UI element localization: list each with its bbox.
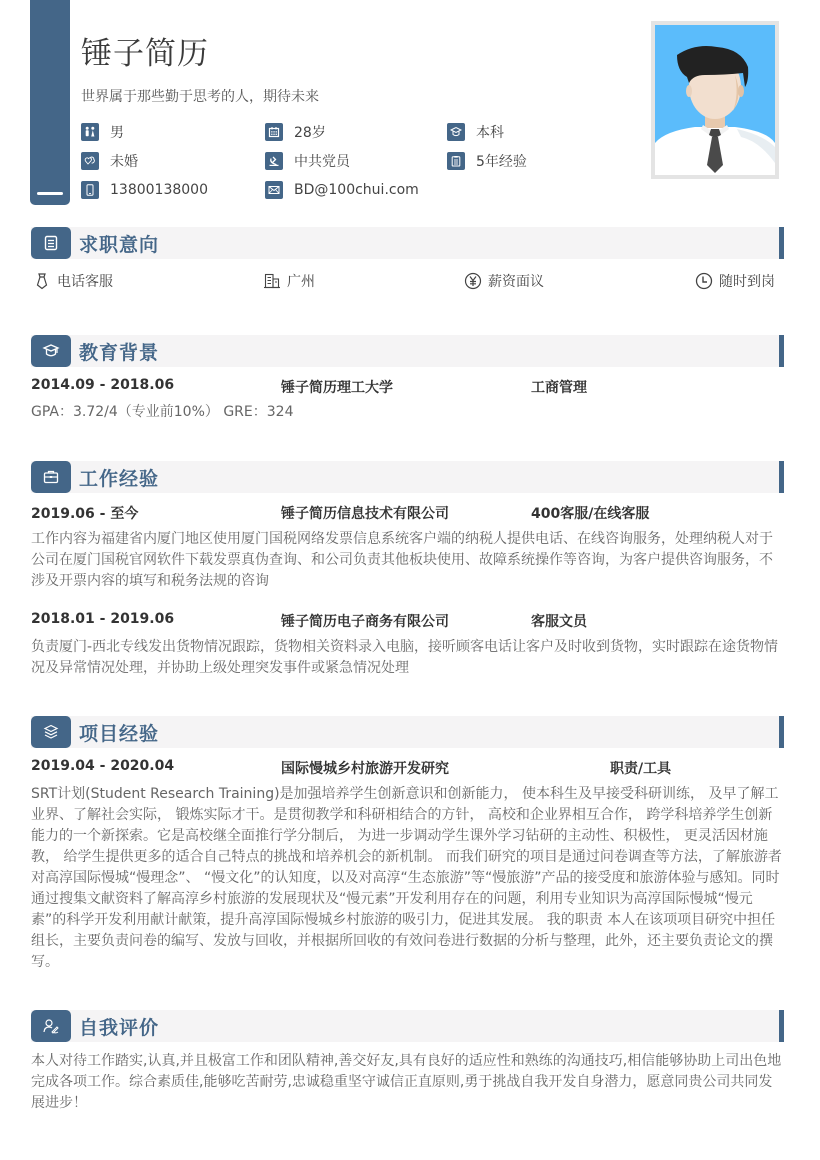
section-title: 自我评价 (79, 1017, 160, 1039)
section-endcap (779, 227, 784, 259)
yen-icon (464, 272, 482, 290)
section-title: 教育背景 (79, 342, 160, 364)
edu-period: 2014.09 - 2018.06 (31, 377, 175, 393)
intent-salary (464, 271, 544, 291)
info-gender (81, 122, 124, 142)
work-position: 客服文员 (531, 614, 587, 630)
self-evaluation-text: 本人对待工作踏实,认真,并且极富工作和团队精神,善交好友,具有良好的适应性和熟练的沟通技巧,相信能够协助上司出色地完成各项工作。综合素质佳,能够吃苦耐劳,忠诚稳重坚守诚信正直原则,勇于挑战自我开发自身潜力，愿意同贵公司共同发展进步！ (31, 1053, 782, 1111)
section-endcap (779, 335, 784, 367)
info-value: 5年经验 (476, 154, 527, 170)
work-period: 2019.06 - 至今 (31, 506, 139, 522)
work-company: 锤子简历电子商务有限公司 (281, 614, 449, 630)
calendar-icon (265, 123, 283, 141)
tie-icon (33, 272, 51, 290)
info-political (265, 151, 350, 171)
intent-value: 广州 (287, 274, 315, 290)
user-edit-icon (31, 1010, 71, 1042)
clipboard-icon (447, 152, 465, 170)
project-role: 职责/工具 (610, 761, 672, 777)
education-entry-header (31, 377, 784, 397)
edu-school: 锤子简历理工大学 (281, 380, 393, 396)
intent-value: 随时到岗 (719, 274, 775, 290)
info-age (265, 122, 326, 142)
intent-position (33, 271, 113, 291)
section-project (31, 716, 784, 748)
section-title: 求职意向 (79, 234, 160, 256)
section-self-evaluation (31, 1010, 784, 1042)
project-entry-header (31, 758, 784, 778)
layers-icon (31, 716, 71, 748)
intent-availability (695, 271, 775, 291)
project-description: SRT计划(Student Research Training)是加强培养学生创新意识和创新能力， 使本科生及早接受科研训练， 及早了解工业界、了解社会实际， 锻炼实际才干。是贯彻教学和科研相结合的方针， 高校和企业界相互合作， 跨学科培养学生创新能力的一个新探索。它是高校继全面推行学分制后， 为进一步调动学生课外学习钻研的主动性、积极性， 更灵活因材施教， 给学生提供更多的适合自己特点的挑战和培养机会的新机制。 而我们研究的项目是通过问卷调查等方法，了解旅游者对高淳国际慢城“慢理念”、 “慢文化”的认知度，以及对高淳“生态旅游”等“慢旅游”产品的接受度和旅游体验与感知。同时通过搜集文献资料了解高淳乡村旅游的发展现状及“慢元素”开发利用存在的问题，利用专业知识为高淳国际慢城“慢元素”的科学开发利用献计献策，提升高淳国际慢城乡村旅游的吸引力，促进其发展。 我的职责 本人在该项项目研究中担任组长，主要负责问卷的编写、发放与回收，并根据所回收的有效问卷进行数据的分析与整理，此外，还主要负责论文的撰写。 (31, 786, 782, 970)
avatar (655, 25, 775, 175)
intent-value: 电话客服 (57, 274, 113, 290)
section-endcap (779, 1010, 784, 1042)
header-accent-bar (30, 0, 70, 205)
accent-dash (37, 192, 63, 195)
info-value: 本科 (476, 125, 504, 141)
section-title: 工作经验 (79, 468, 160, 490)
phone-icon (81, 181, 99, 199)
work-company: 锤子简历信息技术有限公司 (281, 506, 449, 522)
project-period: 2019.04 - 2020.04 (31, 758, 175, 774)
avatar-illustration (655, 25, 775, 175)
hearts-icon (81, 152, 99, 170)
section-title: 项目经验 (79, 723, 160, 745)
briefcase-icon (31, 461, 71, 493)
work-entry-header (31, 503, 784, 523)
work-period: 2018.01 - 2019.06 (31, 611, 175, 627)
work-description: 负责厦门-西北专线发出货物情况跟踪，货物相关资料录入电脑，接听顾客电话让客户及时收到货物，实时跟踪在途货物情况及异常情况处理，并协助上级处理突发事件或紧急情况处理 (31, 639, 779, 676)
info-marital (81, 151, 138, 171)
clipboard-icon (31, 227, 71, 259)
info-value: 未婚 (110, 154, 138, 170)
work-description: 工作内容为福建省内厦门地区使用厦门国税网络发票信息系统客户端的纳税人提供电话、在线咨询服务，处理纳税人对于公司在厦门国税官网软件下载发票真伪查询、和公司负责其他板块使用、故障系统操作等咨询，为客户提供咨询服务，不涉及开票内容的填写和税务法规的咨询 (31, 531, 773, 589)
info-email (265, 180, 419, 200)
info-phone (81, 180, 208, 200)
job-intent-row (31, 271, 784, 295)
info-degree (447, 122, 504, 142)
info-value: 28岁 (294, 125, 326, 141)
building-icon (263, 272, 281, 290)
motto: 世界属于那些勤于思考的人，期待未来 (81, 89, 319, 105)
intent-value: 薪资面议 (488, 274, 544, 290)
info-value: 男 (110, 125, 124, 141)
edu-detail: GPA：3.72/4（专业前10%） GRE：324 (31, 404, 294, 420)
resume-name: 锤子简历 (81, 36, 209, 72)
section-endcap (779, 716, 784, 748)
info-experience (447, 151, 527, 171)
profile-photo (651, 21, 779, 179)
section-work (31, 461, 784, 493)
info-value: 中共党员 (294, 154, 350, 170)
section-endcap (779, 461, 784, 493)
party-emblem-icon (265, 152, 283, 170)
graduation-cap-icon (31, 335, 71, 367)
section-job-intent (31, 227, 784, 259)
project-name: 国际慢城乡村旅游开发研究 (281, 761, 449, 777)
graduation-cap-icon (447, 123, 465, 141)
edu-major: 工商管理 (531, 380, 587, 396)
work-entry-header (31, 611, 784, 631)
clock-icon (695, 272, 713, 290)
mail-icon (265, 181, 283, 199)
section-education (31, 335, 784, 367)
gender-icon (81, 123, 99, 141)
info-value[interactable]: 13800138000 (110, 182, 208, 198)
intent-city (263, 271, 315, 291)
info-value[interactable]: BD@100chui.com (294, 182, 419, 198)
work-position: 400客服/在线客服 (531, 506, 650, 522)
